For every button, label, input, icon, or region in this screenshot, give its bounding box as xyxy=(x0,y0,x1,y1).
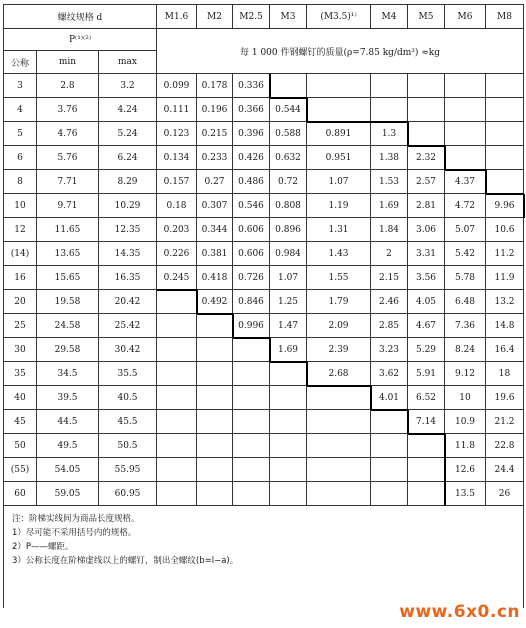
mass-cell: 3.31 xyxy=(408,242,445,266)
mass-cell: 1.25 xyxy=(270,290,307,314)
mass-cell: 2.39 xyxy=(307,338,371,362)
spec-sheet xyxy=(3,4,523,608)
mass-cell xyxy=(233,386,270,410)
mass-cell: 0.846 xyxy=(233,290,270,314)
mass-cell xyxy=(371,74,408,98)
pitch-label: P⁽¹⁾⁽²⁾ xyxy=(4,29,157,51)
mass-cell: 4.37 xyxy=(445,170,486,194)
table-row xyxy=(4,386,524,410)
mass-cell xyxy=(197,482,233,506)
mass-cell: 0.546 xyxy=(233,194,270,218)
length-min: 7.71 xyxy=(37,170,99,194)
mass-cell: 1.79 xyxy=(307,290,371,314)
stair-line xyxy=(197,313,233,315)
mass-cell: 1.19 xyxy=(307,194,371,218)
mass-cell: 0.27 xyxy=(197,170,233,194)
table-row xyxy=(4,362,524,386)
mass-cell: 0.891 xyxy=(307,122,371,146)
mass-cell: 0.233 xyxy=(197,146,233,170)
mass-cell: 0.726 xyxy=(233,266,270,290)
length-max: 55.95 xyxy=(99,458,157,482)
size-header: M3 xyxy=(270,5,307,29)
size-header: M4 xyxy=(371,5,408,29)
stair-line xyxy=(270,361,307,363)
size-header: M1.6 xyxy=(157,5,197,29)
length-nominal: 45 xyxy=(4,410,37,434)
mass-cell: 0.307 xyxy=(197,194,233,218)
mass-cell: 2.15 xyxy=(371,266,408,290)
mass-cell xyxy=(371,434,408,458)
mass-cell xyxy=(233,482,270,506)
mass-cell xyxy=(371,482,408,506)
table-row xyxy=(4,170,524,194)
stair-line xyxy=(407,410,409,434)
mass-cell: 19.6 xyxy=(486,386,524,410)
length-min: 39.5 xyxy=(37,386,99,410)
mass-cell: 1.55 xyxy=(307,266,371,290)
length-max: 14.35 xyxy=(99,242,157,266)
mass-cell: 0.366 xyxy=(233,98,270,122)
mass-cell xyxy=(157,314,197,338)
length-min: 49.5 xyxy=(37,434,99,458)
length-nominal: 50 xyxy=(4,434,37,458)
mass-cell: 3.62 xyxy=(371,362,408,386)
mass-cell: 1.43 xyxy=(307,242,371,266)
mass-cell: 9.12 xyxy=(445,362,486,386)
mass-cell: 22.8 xyxy=(486,434,524,458)
mass-cell xyxy=(486,122,524,146)
mass-cell xyxy=(157,362,197,386)
mass-cell: 7.14 xyxy=(408,410,445,434)
stair-line xyxy=(269,74,271,98)
mass-cell: 12.6 xyxy=(445,458,486,482)
mass-cell xyxy=(270,386,307,410)
mass-cell: 11.9 xyxy=(486,266,524,290)
mass-cell xyxy=(445,98,486,122)
length-nominal: 60 xyxy=(4,482,37,506)
mass-cell: 4.05 xyxy=(408,290,445,314)
mass-cell xyxy=(307,386,371,410)
mass-cell: 0.808 xyxy=(270,194,307,218)
note-line: 3）公称长度在阶梯虚线以上的螺钉，制出全螺纹(b=l−a)。 xyxy=(12,556,239,566)
mass-cell: 26 xyxy=(486,482,524,506)
mass-cell xyxy=(408,122,445,146)
mass-cell: 1.31 xyxy=(307,218,371,242)
mass-cell: 7.36 xyxy=(445,314,486,338)
mass-cell: 3.23 xyxy=(371,338,408,362)
mass-cell xyxy=(233,410,270,434)
note-line: 注：阶梯实线间为商品长度规格。 xyxy=(12,514,140,524)
stair-line xyxy=(307,121,371,123)
mass-cell xyxy=(197,458,233,482)
mass-cell: 2.09 xyxy=(307,314,371,338)
table-row xyxy=(4,410,524,434)
length-min: 24.58 xyxy=(37,314,99,338)
mass-cell: 2.85 xyxy=(371,314,408,338)
mass-cell xyxy=(197,338,233,362)
stair-line xyxy=(307,385,371,387)
length-min: 11.65 xyxy=(37,218,99,242)
mass-cell: 1.69 xyxy=(270,338,307,362)
mass-cell: 0.396 xyxy=(233,122,270,146)
mass-cell: 14.8 xyxy=(486,314,524,338)
mass-cell: 0.984 xyxy=(270,242,307,266)
mass-cell xyxy=(371,98,408,122)
mass-cell xyxy=(197,410,233,434)
length-nominal: 35 xyxy=(4,362,37,386)
mass-cell xyxy=(270,410,307,434)
table-row xyxy=(4,314,524,338)
length-max: 30.42 xyxy=(99,338,157,362)
mass-cell xyxy=(408,458,445,482)
mass-cell xyxy=(408,74,445,98)
mass-cell: 0.245 xyxy=(157,266,197,290)
length-min: 54.05 xyxy=(37,458,99,482)
table-row xyxy=(4,242,524,266)
mass-cell xyxy=(445,146,486,170)
mass-cell: 5.29 xyxy=(408,338,445,362)
mass-cell xyxy=(270,74,307,98)
mass-cell: 0.632 xyxy=(270,146,307,170)
mass-cell xyxy=(270,482,307,506)
length-max: 6.24 xyxy=(99,146,157,170)
stair-line xyxy=(523,194,525,218)
mass-cell xyxy=(270,458,307,482)
mass-cell: 1.38 xyxy=(371,146,408,170)
stair-line xyxy=(408,433,445,435)
notes-block xyxy=(4,506,524,609)
mass-cell: 0.951 xyxy=(307,146,371,170)
screw-mass-table xyxy=(3,4,524,608)
header-row-sizes xyxy=(4,5,524,29)
mass-cell: 0.203 xyxy=(157,218,197,242)
length-nominal: 40 xyxy=(4,386,37,410)
mass-cell: 6.52 xyxy=(408,386,445,410)
mass-cell xyxy=(233,458,270,482)
mass-cell xyxy=(157,338,197,362)
mass-cell: 4.01 xyxy=(371,386,408,410)
length-nominal: 8 xyxy=(4,170,37,194)
mass-cell: 8.24 xyxy=(445,338,486,362)
mass-cell xyxy=(486,74,524,98)
table-row xyxy=(4,218,524,242)
mass-cell: 11.2 xyxy=(486,242,524,266)
size-header: (M3.5)¹⁾ xyxy=(307,5,371,29)
mass-cell: 0.381 xyxy=(197,242,233,266)
min-label: min xyxy=(37,51,99,74)
note-line: 1）尽可能不采用括号内的规格。 xyxy=(12,528,137,538)
stair-line xyxy=(270,97,307,99)
mass-cell: 1.07 xyxy=(307,170,371,194)
length-max: 25.42 xyxy=(99,314,157,338)
stair-line xyxy=(232,314,234,338)
length-max: 8.29 xyxy=(99,170,157,194)
length-min: 19.58 xyxy=(37,290,99,314)
mass-cell: 0.418 xyxy=(197,266,233,290)
mass-cell: 4.72 xyxy=(445,194,486,218)
length-max: 45.5 xyxy=(99,410,157,434)
length-nominal: 25 xyxy=(4,314,37,338)
mass-cell: 2.46 xyxy=(371,290,408,314)
mass-cell: 10 xyxy=(445,386,486,410)
mass-cell xyxy=(157,482,197,506)
length-max: 10.29 xyxy=(99,194,157,218)
length-nominal: 10 xyxy=(4,194,37,218)
stair-line xyxy=(233,337,270,339)
mass-cell xyxy=(408,434,445,458)
size-header: M2 xyxy=(197,5,233,29)
mass-cell xyxy=(197,362,233,386)
mass-cell: 6.48 xyxy=(445,290,486,314)
length-min: 59.05 xyxy=(37,482,99,506)
mass-cell xyxy=(197,314,233,338)
length-max: 50.5 xyxy=(99,434,157,458)
stair-line xyxy=(444,146,446,170)
mass-cell xyxy=(371,410,408,434)
mass-cell: 1.07 xyxy=(270,266,307,290)
stair-line xyxy=(196,290,198,314)
mass-cell xyxy=(486,146,524,170)
length-nominal: 5 xyxy=(4,122,37,146)
length-nominal: 30 xyxy=(4,338,37,362)
mass-cell: 1.53 xyxy=(371,170,408,194)
mass-cell: 0.486 xyxy=(233,170,270,194)
mass-cell: 16.4 xyxy=(486,338,524,362)
stair-line xyxy=(306,362,308,386)
size-header: M8 xyxy=(486,5,524,29)
stair-line xyxy=(408,145,445,147)
mass-cell: 0.996 xyxy=(233,314,270,338)
mass-cell: 1.47 xyxy=(270,314,307,338)
stair-line xyxy=(269,338,271,362)
mass-cell: 1.84 xyxy=(371,218,408,242)
mass-cell xyxy=(486,170,524,194)
mass-cell: 2.57 xyxy=(408,170,445,194)
length-max: 16.35 xyxy=(99,266,157,290)
table-row xyxy=(4,74,524,98)
mass-cell xyxy=(157,386,197,410)
mass-cell: 0.896 xyxy=(270,218,307,242)
mass-cell xyxy=(157,290,197,314)
max-label: max xyxy=(99,51,157,74)
mass-cell: 0.134 xyxy=(157,146,197,170)
mass-cell xyxy=(307,434,371,458)
length-min: 5.76 xyxy=(37,146,99,170)
mass-cell: 1.69 xyxy=(371,194,408,218)
stair-line xyxy=(486,193,524,195)
nominal-label: 公称 xyxy=(4,51,37,74)
mass-cell: 0.344 xyxy=(197,218,233,242)
mass-cell: 21.2 xyxy=(486,410,524,434)
table-row xyxy=(4,290,524,314)
stair-line xyxy=(306,98,308,122)
stair-line xyxy=(370,386,372,410)
mass-cell: 0.336 xyxy=(233,74,270,98)
length-min: 34.5 xyxy=(37,362,99,386)
mass-cell: 2 xyxy=(371,242,408,266)
mass-cell xyxy=(157,434,197,458)
mass-cell xyxy=(157,458,197,482)
length-max: 35.5 xyxy=(99,362,157,386)
mass-cell: 0.18 xyxy=(157,194,197,218)
mass-cell: 3.06 xyxy=(408,218,445,242)
thread-spec-label: 螺纹规格 d xyxy=(4,5,157,29)
length-min: 4.76 xyxy=(37,122,99,146)
stair-line xyxy=(445,169,486,171)
mass-cell xyxy=(233,338,270,362)
mass-cell: 0.178 xyxy=(197,74,233,98)
mass-cell: 9.96 xyxy=(486,194,524,218)
table-row xyxy=(4,338,524,362)
length-min: 3.76 xyxy=(37,98,99,122)
mass-cell: 0.72 xyxy=(270,170,307,194)
mass-cell xyxy=(307,482,371,506)
stair-line xyxy=(407,122,409,146)
mass-cell: 5.42 xyxy=(445,242,486,266)
notes-row xyxy=(4,506,524,609)
mass-cell: 0.544 xyxy=(270,98,307,122)
table-row xyxy=(4,98,524,122)
header-row-pitch xyxy=(4,29,524,51)
mass-cell: 2.32 xyxy=(408,146,445,170)
length-nominal: 20 xyxy=(4,290,37,314)
mass-cell: 24.4 xyxy=(486,458,524,482)
watermark-logo: www.6x0.cn xyxy=(399,602,520,622)
length-nominal: 16 xyxy=(4,266,37,290)
mass-cell: 1.3 xyxy=(371,122,408,146)
length-min: 29.58 xyxy=(37,338,99,362)
length-min: 9.71 xyxy=(37,194,99,218)
mass-cell: 5.91 xyxy=(408,362,445,386)
mass-cell: 0.492 xyxy=(197,290,233,314)
table-row xyxy=(4,122,524,146)
mass-cell: 10.6 xyxy=(486,218,524,242)
mass-cell: 18 xyxy=(486,362,524,386)
mass-cell: 0.606 xyxy=(233,242,270,266)
stair-line xyxy=(371,121,408,123)
length-nominal: (55) xyxy=(4,458,37,482)
mass-cell xyxy=(157,410,197,434)
length-max: 12.35 xyxy=(99,218,157,242)
mass-cell xyxy=(233,434,270,458)
stair-line xyxy=(371,409,408,411)
length-max: 5.24 xyxy=(99,122,157,146)
mass-cell xyxy=(486,98,524,122)
length-min: 2.8 xyxy=(37,74,99,98)
length-nominal: 3 xyxy=(4,74,37,98)
mass-cell xyxy=(371,458,408,482)
mass-cell: 0.226 xyxy=(157,242,197,266)
mass-cell: 2.81 xyxy=(408,194,445,218)
mass-caption: 每 1 000 件钢螺钉的质量(ρ=7.85 kg/dm³) ≈kg xyxy=(157,29,524,74)
mass-cell: 3.56 xyxy=(408,266,445,290)
mass-cell xyxy=(445,122,486,146)
length-nominal: (14) xyxy=(4,242,37,266)
length-nominal: 4 xyxy=(4,98,37,122)
length-min: 44.5 xyxy=(37,410,99,434)
length-nominal: 6 xyxy=(4,146,37,170)
mass-cell: 13.2 xyxy=(486,290,524,314)
stair-line xyxy=(157,289,197,291)
mass-cell: 0.157 xyxy=(157,170,197,194)
mass-cell xyxy=(197,434,233,458)
size-header: M6 xyxy=(445,5,486,29)
length-min: 15.65 xyxy=(37,266,99,290)
length-nominal: 12 xyxy=(4,218,37,242)
mass-cell xyxy=(408,98,445,122)
table-row xyxy=(4,194,524,218)
mass-cell: 5.78 xyxy=(445,266,486,290)
mass-cell: 2.68 xyxy=(307,362,371,386)
mass-cell xyxy=(307,98,371,122)
mass-cell: 5.07 xyxy=(445,218,486,242)
mass-cell xyxy=(197,386,233,410)
stair-line xyxy=(485,170,487,194)
mass-cell: 0.123 xyxy=(157,122,197,146)
mass-cell xyxy=(270,362,307,386)
length-max: 4.24 xyxy=(99,98,157,122)
length-max: 60.95 xyxy=(99,482,157,506)
mass-cell xyxy=(307,410,371,434)
mass-cell xyxy=(307,74,371,98)
mass-cell: 0.196 xyxy=(197,98,233,122)
mass-cell: 11.8 xyxy=(445,434,486,458)
size-header: M2.5 xyxy=(233,5,270,29)
mass-cell: 0.215 xyxy=(197,122,233,146)
note-line: 2）P——螺距。 xyxy=(12,542,74,552)
length-min: 13.65 xyxy=(37,242,99,266)
length-max: 20.42 xyxy=(99,290,157,314)
mass-cell: 13.5 xyxy=(445,482,486,506)
mass-cell: 4.67 xyxy=(408,314,445,338)
mass-cell: 10.9 xyxy=(445,410,486,434)
mass-cell: 0.606 xyxy=(233,218,270,242)
size-header: M5 xyxy=(408,5,445,29)
mass-cell xyxy=(233,362,270,386)
mass-cell xyxy=(445,74,486,98)
mass-cell: 0.099 xyxy=(157,74,197,98)
mass-cell: 0.426 xyxy=(233,146,270,170)
mass-cell xyxy=(307,458,371,482)
table-row xyxy=(4,266,524,290)
mass-cell xyxy=(270,434,307,458)
mass-cell: 0.588 xyxy=(270,122,307,146)
stair-line xyxy=(444,434,446,506)
length-max: 3.2 xyxy=(99,74,157,98)
length-max: 40.5 xyxy=(99,386,157,410)
mass-cell: 0.111 xyxy=(157,98,197,122)
mass-cell xyxy=(408,482,445,506)
